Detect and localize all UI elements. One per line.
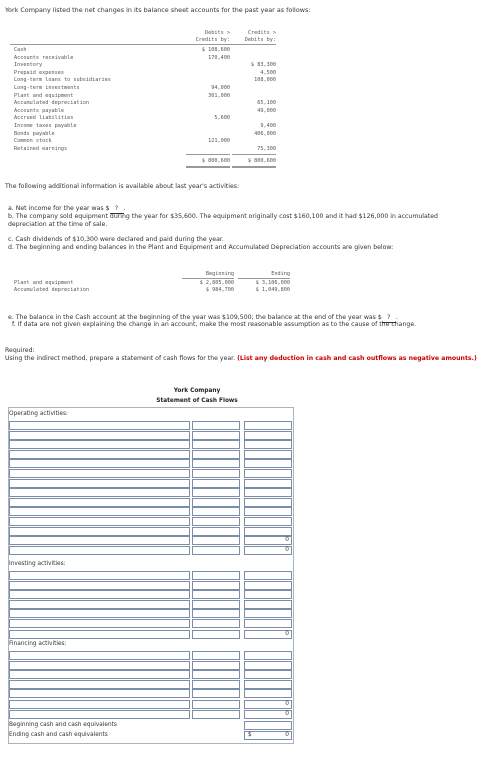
debit-total-rule [186,154,230,155]
line-item-description-input[interactable] [9,609,190,618]
total-amount-cell[interactable] [244,459,292,468]
item-f: f. If data are not given explaining the change in an account, make the most reasonable assumption as to the cause of the change. [12,321,417,328]
line-item-description-input[interactable] [9,571,190,580]
ending-cash-currency: $ [248,732,252,738]
be-row-beginning: $ 984,700 [205,287,234,293]
item-a: a. Net income for the year was $ ? . [8,205,126,212]
item-d: d. The beginning and ending balances in the Plant and Equipment and Accumulated Depreciation accounts are given below: [8,244,394,251]
line-item-amount-input[interactable] [192,670,240,679]
beginning-cash-label: Beginning cash and cash equivalents [9,722,117,728]
subtotal-value: 0 [244,700,292,709]
total-amount-cell[interactable] [244,507,292,516]
total-amount-cell[interactable] [244,527,292,536]
ending-header-rule [238,278,290,279]
line-item-description-input[interactable] [9,469,190,478]
debits-header: Debits > Credits by: [195,30,230,43]
line-item-amount-input[interactable] [192,571,240,580]
line-item-amount-input[interactable] [192,600,240,609]
line-item-description-input[interactable] [9,581,190,590]
line-item-description-input[interactable] [9,670,190,679]
item-c: c. Cash dividends of $10,300 were declared and paid during the year. [8,236,224,243]
line-item-amount-input[interactable] [192,440,240,449]
be-row-ending: $ 1,049,800 [255,287,290,293]
credit-value: $ 83,300 [251,62,276,69]
total-amount-cell[interactable] [244,609,292,618]
total-amount-cell[interactable] [244,517,292,526]
line-item-description-input[interactable] [9,700,190,709]
account-label: Accounts payable [14,107,64,114]
item-e: e. The balance in the Cash account at the beginning of the year was $109,500; the balance at the end of the year was $ ? . [8,314,398,321]
required-section [5,347,491,362]
header-divider [10,44,276,45]
item-b: b. The company sold equipment during the year for $35,600. The equipment originally cost $160,100 and it had $126,000 in accumulated depreciation at the time of sale. [8,213,438,228]
credit-value: 49,000 [257,107,276,114]
account-label: Retained earnings [14,145,68,152]
line-item-description-input[interactable] [9,619,190,628]
ending-cash-total [244,731,292,740]
ending-header: Ending [271,271,290,277]
line-item-description-input[interactable] [9,661,190,670]
line-item-description-input[interactable] [9,651,190,660]
statement-company: York Company [173,388,221,394]
line-item-amount-input[interactable] [192,680,240,689]
credit-value: 406,000 [254,130,276,137]
credit-total-rule [232,154,276,155]
total-amount-cell[interactable] [244,488,292,497]
total-amount-cell[interactable] [244,431,292,440]
line-item-description-input[interactable] [9,450,190,459]
debit-total: $ 800,600 [201,158,230,164]
total-amount-cell[interactable] [244,479,292,488]
line-item-amount-input[interactable] [192,527,240,536]
credit-total: $ 800,600 [247,158,276,164]
line-item-amount-input[interactable] [192,700,240,709]
line-item-amount-input[interactable] [192,546,240,555]
credit-value: 65,100 [257,100,276,107]
subtotal-value: 0 [244,630,292,639]
required-emphasis: (List any deduction in cash and cash outflows as negative amounts.) [237,354,477,362]
line-item-description-input[interactable] [9,498,190,507]
total-amount-cell[interactable] [244,670,292,679]
required-text: Using the indirect method, prepare a statement of cash flows for the year. [5,354,236,362]
line-item-amount-input[interactable] [192,710,240,719]
subtotal-value: 0 [244,536,292,545]
credit-value: 9,400 [260,123,276,129]
debit-value: 94,000 [211,85,230,91]
line-item-description-input[interactable] [9,536,190,545]
line-item-description-input[interactable] [9,479,190,488]
line-item-description-input[interactable] [9,440,190,449]
financing-activities-label: Financing activities: [9,641,67,647]
line-item-description-input[interactable] [9,517,190,526]
debit-value: 170,400 [208,54,230,61]
debit-value: $ 108,600 [201,47,230,53]
line-item-description-input[interactable] [9,680,190,689]
line-item-amount-input[interactable] [192,661,240,670]
subtotal-value: 0 [244,710,292,719]
total-amount-cell[interactable] [244,590,292,599]
total-amount-cell[interactable] [244,619,292,628]
total-amount-cell[interactable] [244,661,292,670]
statement-title: Statement of Cash Flows [156,398,238,404]
debit-value: 301,000 [208,92,230,99]
total-amount-cell[interactable] [244,440,292,449]
total-amount-cell[interactable] [244,680,292,689]
line-item-amount-input[interactable] [192,469,240,478]
line-item-amount-input[interactable] [192,517,240,526]
line-item-description-input[interactable] [9,527,190,536]
additional-info-text: The following additional information is available about last year's activities: [5,183,240,190]
total-amount-cell[interactable] [244,498,292,507]
line-item-amount-input[interactable] [192,536,240,545]
line-item-amount-input[interactable] [192,421,240,430]
account-label: Long-term loans to subsidiaries [14,77,111,84]
debit-value: 5,600 [214,115,230,122]
intro-text: York Company listed the net changes in its balance sheet accounts for the past year as follows: [5,6,311,14]
investing-activities-label: Investing activities: [9,561,66,567]
total-amount-cell[interactable] [244,581,292,590]
total-amount-cell[interactable] [244,600,292,609]
debit-value: 121,000 [208,138,230,145]
beginning-cash-input[interactable] [244,721,292,730]
line-item-amount-input[interactable] [192,630,240,639]
credit-double-rule [232,166,276,168]
account-label: Bonds payable [14,130,55,137]
line-item-description-input[interactable] [9,488,190,497]
account-label: Prepaid expenses [14,69,64,76]
net-income-blank: ? [110,205,124,214]
total-amount-cell[interactable] [244,421,292,430]
line-item-description-input[interactable] [9,590,190,599]
beginning-header-rule [182,278,234,279]
account-label: Accumulated depreciation [14,100,89,107]
total-amount-cell[interactable] [244,450,292,459]
account-label: Income taxes payable [14,123,77,129]
line-item-description-input[interactable] [9,710,190,719]
line-item-description-input[interactable] [9,546,190,555]
line-item-description-input[interactable] [9,459,190,468]
line-item-amount-input[interactable] [192,619,240,628]
credits-header: Credits > Debits by: [244,30,276,43]
credit-value: 108,000 [254,77,276,84]
account-label: Accounts receivable [14,54,74,61]
line-item-amount-input[interactable] [192,609,240,618]
beginning-header: Beginning [205,271,234,277]
line-item-amount-input[interactable] [192,479,240,488]
ending-cash-value: 0 [285,732,289,738]
line-item-amount-input[interactable] [192,689,240,698]
account-label: Long-term investments [14,85,80,91]
ending-cash-blank: ? [382,314,396,323]
required-heading: Required: [5,347,35,354]
line-item-amount-input[interactable] [192,507,240,516]
line-item-amount-input[interactable] [192,450,240,459]
total-amount-cell[interactable] [244,651,292,660]
line-item-amount-input[interactable] [192,590,240,599]
subtotal-value: 0 [244,546,292,555]
line-item-description-input[interactable] [9,600,190,609]
be-row-label: Accumulated depreciation [14,287,89,293]
line-item-amount-input[interactable] [192,459,240,468]
line-item-description-input[interactable] [9,630,190,639]
be-row-label: Plant and equipment [14,280,74,286]
total-amount-cell[interactable] [244,469,292,478]
account-label: Accrued liabilities [14,115,74,122]
be-row-beginning: $ 2,805,000 [199,280,234,286]
line-item-amount-input[interactable] [192,498,240,507]
account-label: Inventory [14,62,43,69]
ending-cash-label: Ending cash and cash equivalents [9,732,108,738]
debit-double-rule [186,166,230,168]
line-item-description-input[interactable] [9,689,190,698]
total-amount-cell[interactable] [244,571,292,580]
account-label: Cash [14,47,27,53]
line-item-amount-input[interactable] [192,488,240,497]
line-item-amount-input[interactable] [192,581,240,590]
be-row-ending: $ 3,106,000 [255,280,290,286]
total-amount-cell[interactable] [244,689,292,698]
credit-value: 4,500 [260,69,276,76]
line-item-amount-input[interactable] [192,651,240,660]
line-item-description-input[interactable] [9,421,190,430]
account-label: Common stock [14,138,52,145]
operating-activities-label: Operating activities: [9,411,68,417]
credit-value: 75,300 [257,145,276,152]
line-item-amount-input[interactable] [192,431,240,440]
account-label: Plant and equipment [14,92,74,99]
line-item-description-input[interactable] [9,507,190,516]
line-item-description-input[interactable] [9,431,190,440]
